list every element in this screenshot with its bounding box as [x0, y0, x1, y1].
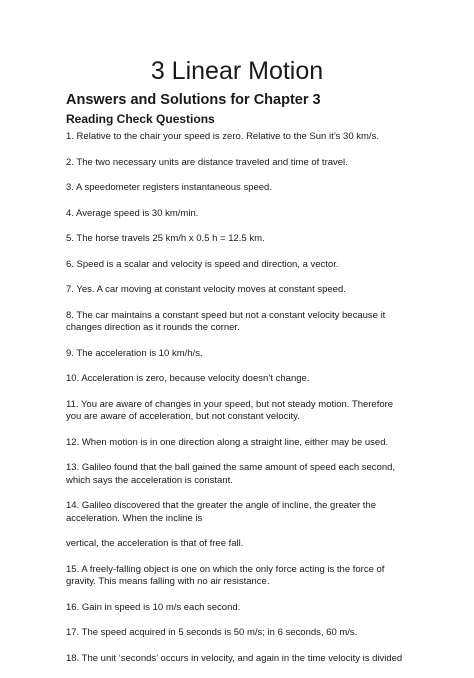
- answer-line: 18. The unit ‘seconds’ occurs in velocity, and again in the time velocity is divided: [66, 652, 403, 664]
- answer-line: 5. The horse travels 25 km/h x 0.5 h = 12.5 km.: [66, 233, 265, 244]
- answer-item: [66, 131, 426, 144]
- answer-item: [66, 310, 426, 335]
- answer-item: [66, 627, 426, 640]
- answer-line: which says the acceleration is constant.: [66, 474, 233, 486]
- answer-item: [66, 208, 426, 221]
- answer-line: 7. Yes. A car moving at constant velocity moves at constant speed.: [66, 284, 346, 295]
- answer-item: [66, 399, 426, 424]
- answer-line: 3. A speedometer registers instantaneous speed.: [66, 182, 272, 193]
- answer-line: 11. You are aware of changes in your speed, but not steady motion. Therefore: [66, 398, 394, 410]
- page-title: 3 Linear Motion: [150, 57, 324, 85]
- answer-line: 15. A freely-falling object is one on which the only force acting is the force of: [66, 563, 385, 575]
- answer-line: 12. When motion is in one direction along a straight line, either may be used.: [66, 436, 389, 448]
- answer-line: 6. Speed is a scalar and velocity is speed and direction, a vector.: [66, 258, 339, 270]
- answer-line: 4. Average speed is 30 km/min.: [66, 207, 199, 219]
- section-heading: Reading Check Questions: [66, 112, 215, 126]
- answer-item: [66, 157, 426, 170]
- answer-line: gravity. This means falling with no air resistance.: [66, 576, 270, 587]
- answer-line: vertical, the acceleration is that of free fall.: [66, 538, 244, 549]
- answer-line: acceleration. When the incline is: [66, 512, 203, 524]
- answer-line: changes direction as it rounds the corner.: [66, 322, 240, 333]
- answer-line: 17. The speed acquired in 5 seconds is 50 m/s; in 6 seconds, 60 m/s.: [66, 627, 358, 638]
- answer-line: 13. Galileo found that the ball gained the same amount of speed each second,: [66, 462, 396, 473]
- answer-line: 14. Galileo discovered that the greater the angle of incline, the greater the: [66, 500, 377, 511]
- answer-item: [66, 602, 426, 615]
- answer-item: [66, 259, 426, 272]
- answer-line: you are aware of acceleration, but not constant velocity.: [66, 411, 300, 422]
- answer-item: [66, 564, 426, 589]
- answer-item: [66, 373, 426, 386]
- answer-list: [66, 131, 426, 678]
- answer-item: [66, 462, 426, 487]
- answer-line: 2. The two necessary units are distance traveled and time of travel.: [66, 156, 348, 168]
- answer-line: 1. Relative to the chair your speed is zero. Relative to the Sun it’s 30 km/s.: [66, 131, 379, 142]
- answer-item: [66, 233, 426, 246]
- answer-line: 8. The car maintains a constant speed but not a constant velocity because it: [66, 309, 386, 321]
- answer-item: [66, 500, 426, 525]
- answer-item: [66, 538, 426, 551]
- answer-line: 9. The acceleration is 10 km/h/s.: [66, 347, 203, 359]
- answer-line: 16. Gain in speed is 10 m/s each second.: [66, 601, 241, 613]
- answer-line: 10. Acceleration is zero, because velocity doesn’t change.: [66, 373, 310, 384]
- answer-item: [66, 437, 426, 450]
- answer-item: [66, 653, 426, 666]
- answer-item: [66, 348, 426, 361]
- chapter-heading: Answers and Solutions for Chapter 3: [66, 92, 321, 108]
- answer-item: [66, 284, 426, 297]
- answer-item: [66, 182, 426, 195]
